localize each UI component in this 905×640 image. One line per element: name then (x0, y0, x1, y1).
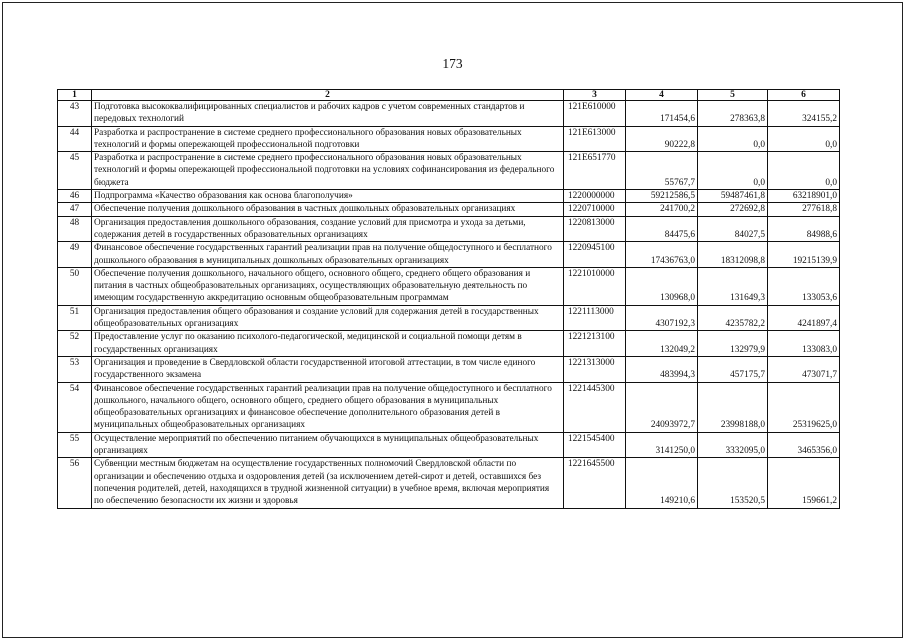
row-code: 1220945100 (564, 242, 626, 268)
row-value-col6: 3465356,0 (768, 432, 840, 458)
row-code: 1221113000 (564, 305, 626, 331)
row-name: Осуществление мероприятий по обеспечению питанием обучающихся в муниципальных общеобразовательных организациях (92, 432, 564, 458)
row-number: 43 (58, 101, 92, 127)
row-number: 46 (58, 190, 92, 203)
table-row (58, 382, 840, 432)
row-value-col6: 133053,6 (768, 267, 840, 305)
row-value-col5: 153520,5 (698, 458, 768, 508)
row-code: 121E610000 (564, 101, 626, 127)
row-value-col5: 272692,8 (698, 203, 768, 216)
row-value-col4: 483994,3 (626, 356, 698, 382)
row-name: Обеспечение получения дошкольного, начального общего, основного общего, среднего общего образования и питания в частных общеобразовательных организациях, осуществляющих образовательную деятельность по имеющим государственную аккредитацию основным общеобразовательным программам (92, 267, 564, 305)
row-value-col4: 90222,8 (626, 126, 698, 152)
row-value-col5: 278363,8 (698, 101, 768, 127)
row-value-col6: 133083,0 (768, 331, 840, 357)
table-row (58, 331, 840, 357)
row-value-col4: 4307192,3 (626, 305, 698, 331)
row-value-col4: 132049,2 (626, 331, 698, 357)
row-number: 51 (58, 305, 92, 331)
table-row (58, 432, 840, 458)
row-value-col5: 59487461,8 (698, 190, 768, 203)
table-row (58, 203, 840, 216)
row-value-col4: 241700,2 (626, 203, 698, 216)
row-number: 56 (58, 458, 92, 508)
row-value-col5: 84027,5 (698, 216, 768, 242)
row-name: Финансовое обеспечение государственных гарантий реализации прав на получение общедоступного и бесплатного дошкольного образования в муниципальных дошкольных образовательных организациях (92, 242, 564, 268)
row-number: 50 (58, 267, 92, 305)
row-value-col6: 277618,8 (768, 203, 840, 216)
row-number: 49 (58, 242, 92, 268)
header-cell: 3 (564, 90, 626, 101)
row-name: Разработка и распространение в системе среднего профессионального образования новых образовательных технологий и формы опережающей профессиональной подготовки (92, 126, 564, 152)
row-name: Организация предоставления дошкольного образования, создание условий для присмотра и ухода за детьми, содержания детей в государственных образовательных организациях (92, 216, 564, 242)
header-row (58, 90, 840, 101)
header-cell: 4 (626, 90, 698, 101)
table-row (58, 458, 840, 508)
table-row (58, 190, 840, 203)
row-name: Субвенции местным бюджетам на осуществление государственных полномочий Свердловской области по организации и обеспечению отдыха и оздоровления детей (за исключением детей-сирот и детей, оставшихся без попечения родителей, детей, находящихся в трудной жизненной ситуации) в учебное время, включая мероприятия по обеспечению безопасности их жизни и здоровья (92, 458, 564, 508)
row-code: 1221445300 (564, 382, 626, 432)
row-code: 1220000000 (564, 190, 626, 203)
table-row (58, 356, 840, 382)
table-row (58, 242, 840, 268)
row-name: Предоставление услуг по оказанию психолого-педагогической, медицинской и социальной помощи детям в государственных организациях (92, 331, 564, 357)
row-value-col6: 473071,7 (768, 356, 840, 382)
header-cell: 6 (768, 90, 840, 101)
row-number: 55 (58, 432, 92, 458)
table-row (58, 152, 840, 190)
row-number: 52 (58, 331, 92, 357)
row-name: Обеспечение получения дошкольного образования в частных дошкольных образовательных организациях (92, 203, 564, 216)
row-code: 1221645500 (564, 458, 626, 508)
budget-table (57, 89, 840, 509)
row-value-col4: 3141250,0 (626, 432, 698, 458)
row-value-col6: 84988,6 (768, 216, 840, 242)
row-value-col5: 0,0 (698, 126, 768, 152)
table-row (58, 101, 840, 127)
row-value-col4: 130968,0 (626, 267, 698, 305)
row-value-col4: 17436763,0 (626, 242, 698, 268)
table-body (58, 101, 840, 509)
page-number: 173 (442, 56, 463, 71)
row-name: Подготовка высококвалифицированных специалистов и рабочих кадров с учетом современных стандартов и передовых технологий (92, 101, 564, 127)
row-code: 1220813000 (564, 216, 626, 242)
row-value-col5: 457175,7 (698, 356, 768, 382)
row-name: Подпрограмма «Качество образования как основа благополучия» (92, 190, 564, 203)
header-cell: 2 (92, 90, 564, 101)
table-row (58, 267, 840, 305)
row-code: 121E651770 (564, 152, 626, 190)
row-value-col6: 4241897,4 (768, 305, 840, 331)
row-value-col6: 0,0 (768, 152, 840, 190)
table-row (58, 216, 840, 242)
row-number: 45 (58, 152, 92, 190)
row-value-col4: 24093972,7 (626, 382, 698, 432)
row-number: 47 (58, 203, 92, 216)
row-value-col5: 3332095,0 (698, 432, 768, 458)
table-row (58, 126, 840, 152)
row-code: 1221313000 (564, 356, 626, 382)
row-number: 44 (58, 126, 92, 152)
row-code: 1221213100 (564, 331, 626, 357)
row-code: 1221010000 (564, 267, 626, 305)
row-value-col5: 132979,9 (698, 331, 768, 357)
row-name: Организация и проведение в Свердловской области государственной итоговой аттестации, в том числе единого государственного экзамена (92, 356, 564, 382)
header-cell: 1 (58, 90, 92, 101)
row-name: Финансовое обеспечение государственных гарантий реализации прав на получение общедоступного и бесплатного дошкольного, начального общего, основного общего, среднего общего образования в муниципальных общеобразовательных организациях и финансовое обеспечение дополнительного образования детей в муниципальных общеобразовательных организациях (92, 382, 564, 432)
row-number: 54 (58, 382, 92, 432)
row-value-col5: 4235782,2 (698, 305, 768, 331)
row-name: Организация предоставления общего образования и создание условий для содержания детей в государственных общеобразовательных организациях (92, 305, 564, 331)
row-name: Разработка и распространение в системе среднего профессионального образования новых образовательных технологий и формы опережающей профессиональной подготовки на условиях софинансирования из федерального бюджета (92, 152, 564, 190)
table-row (58, 305, 840, 331)
row-value-col6: 25319625,0 (768, 382, 840, 432)
row-value-col4: 55767,7 (626, 152, 698, 190)
row-number: 53 (58, 356, 92, 382)
row-value-col5: 131649,3 (698, 267, 768, 305)
row-value-col4: 149210,6 (626, 458, 698, 508)
row-code: 1221545400 (564, 432, 626, 458)
row-value-col5: 23998188,0 (698, 382, 768, 432)
row-value-col6: 159661,2 (768, 458, 840, 508)
row-value-col6: 19215139,9 (768, 242, 840, 268)
row-value-col6: 324155,2 (768, 101, 840, 127)
row-code: 121E613000 (564, 126, 626, 152)
row-value-col4: 171454,6 (626, 101, 698, 127)
row-value-col4: 59212586,5 (626, 190, 698, 203)
row-value-col6: 63218901,0 (768, 190, 840, 203)
row-value-col6: 0,0 (768, 126, 840, 152)
header-cell: 5 (698, 90, 768, 101)
row-value-col5: 18312098,8 (698, 242, 768, 268)
row-number: 48 (58, 216, 92, 242)
row-value-col4: 84475,6 (626, 216, 698, 242)
row-code: 1220710000 (564, 203, 626, 216)
row-value-col5: 0,0 (698, 152, 768, 190)
